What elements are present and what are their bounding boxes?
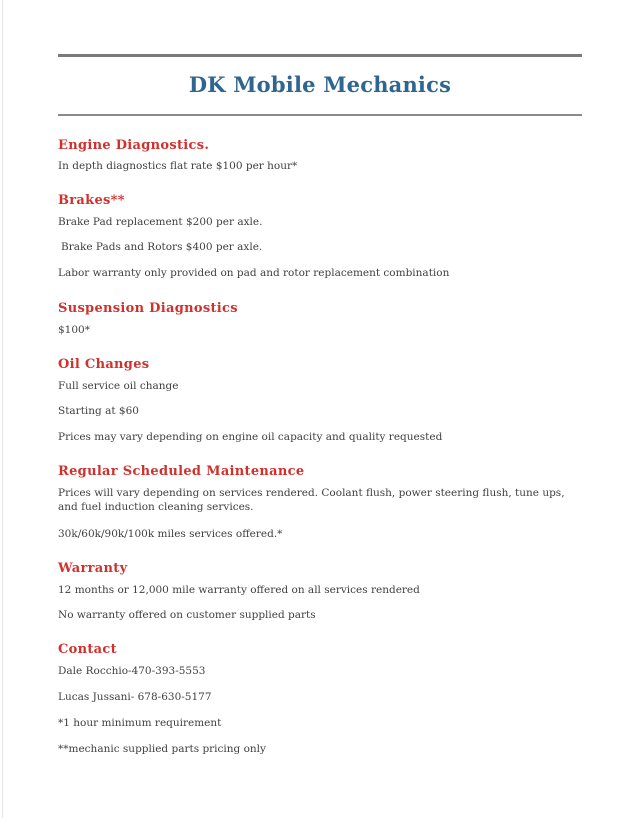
brakes-line-1: Brake Pad replacement $200 per axle. — [58, 216, 263, 228]
heading-suspension-diagnostics: Suspension Diagnostics — [58, 301, 238, 316]
heading-contact: Contact — [58, 642, 117, 657]
heading-brakes: Brakes** — [58, 193, 125, 208]
contact-line-1: Dale Rocchio-470-393-5553 — [58, 665, 206, 677]
oil-line-3: Prices may vary depending on engine oil capacity and quality requested — [58, 431, 443, 443]
maintenance-line-1: Prices will vary depending on services rendered. Coolant flush, power steering flush, tune ups, and fuel induction cleaning services. — [58, 487, 565, 513]
oil-line-1: Full service oil change — [58, 380, 179, 392]
heading-warranty: Warranty — [58, 561, 128, 576]
header-rule-bottom — [58, 114, 582, 116]
warranty-line-1: 12 months or 12,000 mile warranty offered on all services rendered — [58, 584, 420, 596]
oil-line-2: Starting at $60 — [58, 405, 139, 417]
engine-line-1: In depth diagnostics flat rate $100 per hour* — [58, 160, 298, 172]
brakes-line-2: Brake Pads and Rotors $400 per axle. — [61, 241, 263, 253]
warranty-line-2: No warranty offered on customer supplied parts — [58, 609, 316, 621]
suspension-line-1: $100* — [58, 324, 90, 336]
heading-engine-diagnostics: Engine Diagnostics. — [58, 138, 210, 153]
maintenance-line-2: 30k/60k/90k/100k miles services offered.* — [58, 528, 283, 540]
heading-oil-changes: Oil Changes — [58, 357, 150, 372]
header-rule-top — [58, 54, 582, 57]
heading-regular-scheduled-maintenance: Regular Scheduled Maintenance — [58, 464, 305, 479]
footnote-1: *1 hour minimum requirement — [58, 717, 222, 729]
contact-line-2: Lucas Jussani- 678-630-5177 — [58, 691, 212, 703]
brakes-line-3: Labor warranty only provided on pad and rotor replacement combination — [58, 267, 450, 279]
footnote-2: **mechanic supplied parts pricing only — [58, 743, 266, 755]
document-title: DK Mobile Mechanics — [188, 72, 452, 97]
page-edge — [2, 0, 3, 818]
